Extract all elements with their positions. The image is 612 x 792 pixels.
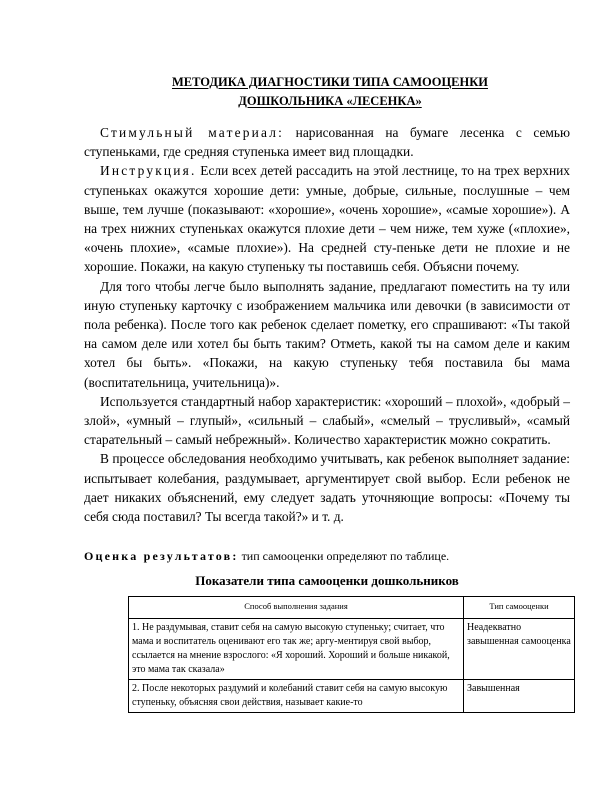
document-title xyxy=(120,73,540,111)
row-1-method: 1. Не раздумывая, ставит себя на самую высокую ступеньку; считает, что мама и воспитатель оценивают его так же; аргу-ментируя свой выбор, ссылается на мнение взрослого: «Я хороший. Хороший и больше никакой, это мама так сказала» xyxy=(129,619,464,680)
paragraph-stimulus xyxy=(84,123,570,161)
evaluation-label: Оценка результатов: xyxy=(84,549,239,563)
instruction-text: Если всех детей рассадить на этой лестнице, то на трех верхних ступеньках окажутся хорошие дети: умные, добрые, сильные, послушные – чем выше, тем лучше (показывают: «хорошие», «очень хорошие», «самые хорошие»). А на трех нижних ступеньках окажутся плохие дети – чем ниже, тем хуже («плохие», «очень плохие», «самые плохие»). На средней сту-пеньке дети не плохие и не хорошие. Покажи, на какую ступеньку ты поставишь себя. Объясни почему. xyxy=(84,163,570,275)
title-line-1: МЕТОДИКА ДИАГНОСТИКИ ТИПА САМООЦЕНКИ xyxy=(171,75,489,89)
paragraph-procedure: Для того чтобы легче было выполнять задание, предлагают поместить на ту или иную ступеньку карточку с изображением мальчика или девочки (в зависимости от пола ребенка). После того как ребенок сделает пометку, его спрашивают: «Ты такой на самом деле или хотел бы быть таким? Отметь, какой ты на самом деле и каким хотел бы быть». «Покажи, на какую ступеньку тебя поставила бы мама (воспитательница, учительница)». xyxy=(84,278,570,390)
stimulus-text: нарисованная на бумаге лесенка с семью ступеньками, где средняя ступенька имеет вид площадки. xyxy=(84,125,570,160)
table-row xyxy=(129,619,575,680)
stimulus-label: Стимульный материал: xyxy=(100,125,285,140)
row-1-type: Неадекватно завышенная самооценка xyxy=(464,619,575,680)
evaluation-text: тип самооценки определяют по таблице. xyxy=(238,549,450,563)
row-2-method: 2. После некоторых раздумий и колебаний ставит себя на самую высокую ступеньку, объясняя свои действия, называет какие-то xyxy=(129,680,464,713)
header-method: Способ выполнения задания xyxy=(129,597,464,619)
evaluation-line xyxy=(84,548,570,564)
self-esteem-table xyxy=(128,596,575,713)
row-2-type: Завышенная xyxy=(464,680,575,713)
paragraph-characteristics: Используется стандартный набор характеристик: «хороший – плохой», «добрый – злой», «умный – глупый», «сильный – слабый», «смелый – трусливый», «самый старательный – самый небрежный». Количество характеристик можно сократить. xyxy=(84,393,570,448)
header-type: Тип самооценки xyxy=(464,597,575,619)
paragraph-instruction xyxy=(84,161,570,276)
table-header-row xyxy=(129,597,575,619)
title-line-2: ДОШКОЛЬНИКА «ЛЕСЕНКА» xyxy=(238,94,422,108)
table-title: Показатели типа самооценки дошкольников xyxy=(195,573,459,588)
instruction-label: Инструкция. xyxy=(100,163,197,179)
document-body xyxy=(84,123,570,526)
table-row xyxy=(129,680,575,713)
paragraph-observation: В процессе обследования необходимо учитывать, как ребенок выполняет задание: испытывает колебания, раздумывает, аргументирует свой выбор. Если ребенок не дает никаких объяснений, ему следует задать уточняющие вопросы: «Почему ты себя сюда поставил? Ты всегда такой?» и т. д. xyxy=(84,451,570,525)
